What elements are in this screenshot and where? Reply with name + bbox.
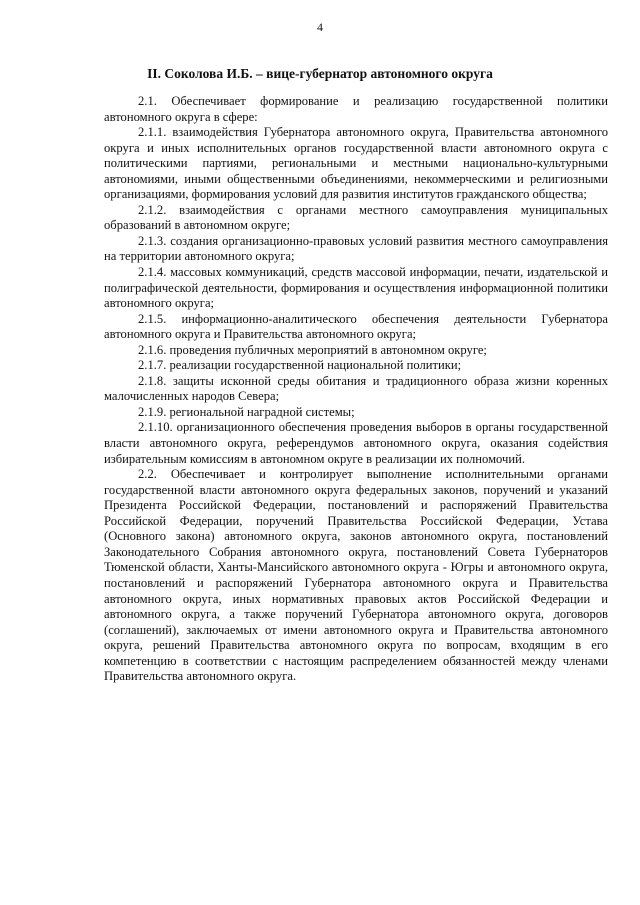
paragraph-2-1-8: 2.1.8. защиты исконной среды обитания и традиционного образа жизни коренных малочисленных народов Севера; <box>104 373 608 404</box>
paragraph-2-1-1: 2.1.1. взаимодействия Губернатора автономного округа, Правительства автономного округа и иных исполнительных органов государственной власти автономного округа с политическими партиями, региональными и местными национально-культурными автономиями, иными общественными объединениями, некоммерческими и религиозными организациями, формирования условий для развития институтов гражданского общества; <box>104 125 608 202</box>
paragraph-2-1-3: 2.1.3. создания организационно-правовых условий развития местного самоуправления на территории автономного округа; <box>104 233 608 264</box>
paragraph-2-1-6: 2.1.6. проведения публичных мероприятий в автономном округе; <box>138 342 487 357</box>
paragraph-2-2: 2.2. Обеспечивает и контролирует выполнение исполнительными органами государственной власти автономного округа федеральных законов, поручений и указаний Президента Российской Федерации, постановлений и распоряжений Правительства Российской Федерации, поручений Правительства Российской Федерации, Устава (Основного закона) автономного округа, законов автономного округа, постановлений Законодательного Собрания автономного округа, постановлений Совета Губернаторов Тюменской области, Ханты-Мансийского автономного округа - Югры и автономного округа, постановлений и распоряжений Губернатора автономного округа и Правительства автономного округа, иных нормативных правовых актов Российской Федерации и автономного округа, а также поручений Губернатора автономного округа, договоров (соглашений), заключаемых от имени автономного округа и Правительства автономного округа, решений Правительства автономного округа по вопросам, входящим в его компетенцию в соответствии с настоящим распределением обязанностей между членами Правительства автономного округа. <box>104 467 608 684</box>
page-number: 4 <box>317 20 323 34</box>
paragraph-2-1-4: 2.1.4. массовых коммуникаций, средств массовой информации, печати, издательской и полиграфической деятельности, формирования и осуществления информационной политики автономного округа; <box>104 265 608 311</box>
paragraph-2-1-7: 2.1.7. реализации государственной национальной политики; <box>138 358 462 373</box>
paragraph-2-1-2: 2.1.2. взаимодействия с органами местного самоуправления муниципальных образований в автономном округе; <box>104 202 608 233</box>
paragraph-2-1-9: 2.1.9. региональной наградной системы; <box>138 404 355 419</box>
document-body <box>104 94 608 685</box>
paragraph-2-1-5: 2.1.5. информационно-аналитического обеспечения деятельности Губернатора автономного округа и Правительства автономного округа; <box>104 311 608 342</box>
paragraph-2-1: 2.1. Обеспечивает формирование и реализацию государственной политики автономного округа в сфере: <box>104 94 608 124</box>
section-heading: II. Соколова И.Б. – вице-губернатор автономного округа <box>147 66 493 81</box>
paragraph-2-1-10: 2.1.10. организационного обеспечения проведения выборов в органы государственной власти автономного округа, референдумов автономного округа, оказания содействия избирательным комиссиям в автономном округе в реализации их полномочий. <box>104 420 608 466</box>
